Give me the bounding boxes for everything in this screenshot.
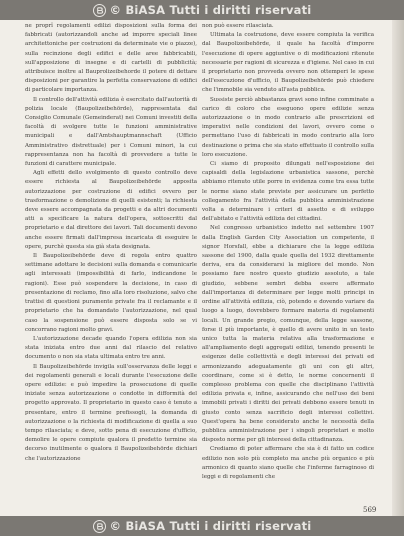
copyright-banner-text: © BiASA Tutti i diritti riservati (109, 3, 312, 17)
paragraph: Nel congresso urbanistico indetto nel settembre 1907 dalla English Garden City Association un competente, il signor Horsfall, ebbe a dichiarare che la legge edilizia sassone del 1900, dalla quale quella del 1932 direttamente deriva, era da considerarsi la migliore del mondo. Non possiamo fare nostro questo giudizio assoluto, a tale giudizio, sebbene sembri debba essere affermato dall'importanza di determinare per legge molti principi in ordine all'attività edilizia, ciò, potendo e dovendo variare da luogo a luogo, dovrebbero formare materia di regolamenti locali. Un grande pregio, comunque, della legge sassone, forse il più importante, è quello di avere unito in un testo unico tutta la materia relativa alla trasformazione e all'ampliamento degli aggregati edilizi, tenendo presenti le esigenze delle collettività e degli interessi dei privati ed armonizzando adeguatamente gli uni con gli altri, coordinare, come si è detto, le norme concernenti il complesso problema con quelle che disciplinano l'attività edilizia privata e, infine, assicurando che nell'uso dei beni immobili privati i diritti dei privati debbono essere tenuti in giusto conto senza sacrificio degli interessi collettivi. Quest'opera ha bene considerato anche le necessità della pubblica amministrazione per i singoli proprietari e molto disposto norme per gli interessi della cittadinanza. (202, 225, 374, 444)
paragraph: ne proprî regolamenti edilizi disposizioni sulla forma dei fabbricati (autorizzandoli anche ad imporre speciali linee architettoniche per costruzioni da determinate vie o piazze), sulla recinzione degli edifici e delle aree fabbricabili, sull'apposizione di insegne e di cartelli di pubblicità; attribuisce inoltre al Bauprolizeibehorde il potere di dettare disposizioni per garantire la perfetta conservazione di edifici di particolare importanza. (25, 23, 197, 94)
page-edge-shadow (392, 20, 404, 516)
paragraph: L'autorizzazione decade quando l'opera edilizia non sia stata iniziata entro due anni dal rilascio del relativo documento o non sia stata ultimata entro tre anni. (25, 335, 197, 361)
page-number: 569 (363, 506, 377, 514)
biasa-logo-icon (93, 4, 106, 17)
paragraph: Ci siamo di proposito dilungati nell'esposizione dei capisaldi della legislazione urbanistica sassone, perchè abbiamo ritenuto utile porre in evidenza come tra essa tutte le norme siano state previste per assicurare un perfetto collegamento fra l'attività della pubblica amministrazione volta a determinare i criteri di assetto e di sviluppo dell'abitato e l'attività edilizia dei cittadini. (202, 161, 374, 223)
paragraph: Il Baupolizeibehörde deve di regola entro quattro settimane adottare le decisioni sulla domanda e comunicarle agli interessati (impossibilità di farlo, indicandone le ragioni). Esse può sospendere la decisione, in caso di presentazione di reclamo, fino alla loro risoluzione, salvo che trattisi di questioni puramente private fra il reclamante e il proprietario che ha domandato l'autorizzazione, nel qual caso la sospensione può essere disposta solo se vi concorrano ragioni molto gravi. (25, 253, 197, 333)
left-text-column (25, 22, 197, 464)
paragraph: non può essere rilasciata. (202, 23, 274, 29)
paragraph: Ultimata la costruzione, deve essere compiuta la verifica dal Baupolizeibehörde, il quale ha facoltà d'imporre l'esecuzione di opere aggiuntive o di modificazioni ritenute necessarie per ragioni di sicurezza e d'igiene. Nel caso in cui il proprietario non provveda ovvero non ottemperi le spese dell'esecuzione d'ufficio, il Baupolizeibehörde può chiedere che l'immobile sia venduto all'asta pubblica. (202, 32, 374, 94)
copyright-banner-top (0, 0, 404, 20)
paragraph: Il Baupolizeibehörde invigila sull'osservanza delle leggi e dei regolamenti generali e locali durante l'esecuzione delle opere edilizie: e può impedire la prosecuzione di quelle iniziate senza autorizzazione o condotte in difformità del progetto approvato. Il proprietario in questo caso è tenuto a presentare, entro il termine prefissogli, la domanda di autorizzazione o la richiesta di modificazione di quella a suo tempo rilasciata; e deve, sotto pena di esecuzione d'ufficio, demolire le opere compiute qualora il predetto termine sia decorso inutilmente o qualora il Baupolizeibehörde dichiari che l'autorizzazione (25, 363, 197, 462)
paragraph: Sussiste perciò abbastanza gravi sono infine comminate a carico di coloro che eseguono opere edilizie senza autorizzazione o in modo contrario alle prescrizioni ed imperativi nelle condizioni dei lavori, ovvero come o permettano l'uso di fabbricati in modo contrario alla loro destinazione o prima che sia stato effettuato il controllo sulla loro esecuzione. (202, 96, 374, 158)
paragraph: Il controllo dell'attività edilizia è esercitato dall'autorità di polizia locale (Baupolizeibehörde), rappresentata dal Consiglio Comunale (Gemeinderat) nei Comuni investiti della facoltà di svolgere tutte le funzioni amministrative municipali e dall'Amtshauptmannschaft (Ufficio Amministrativo distrettuale) per i Comuni minori, la cui rappresentanza non ha facoltà di provvedere a tutte le funzioni di carattere municipale. (25, 96, 197, 168)
paragraph: Agli effetti dello svolgimento di questo controllo deve essere richiesta al Baupolizeibehörde apposita autorizzazione per costruzione di edifici ovvero per trasformazione o demolizione di quelli esistenti; la richiesta deve essere accompagnata da progetti e da altri documenti atti a specificare la natura dell'opera, sottoscritti dal proprietario e dal direttore dei lavori. Tali documenti devono anche essere firmati dall'impresa incaricata di eseguire le opere, purchè questa sia già stata designata. (25, 170, 197, 250)
right-text-column (202, 22, 374, 482)
paragraph: Crediamo di poter affermare che sia è di fatto un codice edilizio non solo più completo ma anche più organico e più armonico di quanto siano quelle che l'inferme farraginoso di leggi e di regolamenti che (202, 446, 374, 480)
biasa-logo-icon (93, 520, 106, 533)
copyright-banner-text: © BiASA Tutti i diritti riservati (109, 519, 312, 533)
copyright-banner-bottom (0, 516, 404, 536)
